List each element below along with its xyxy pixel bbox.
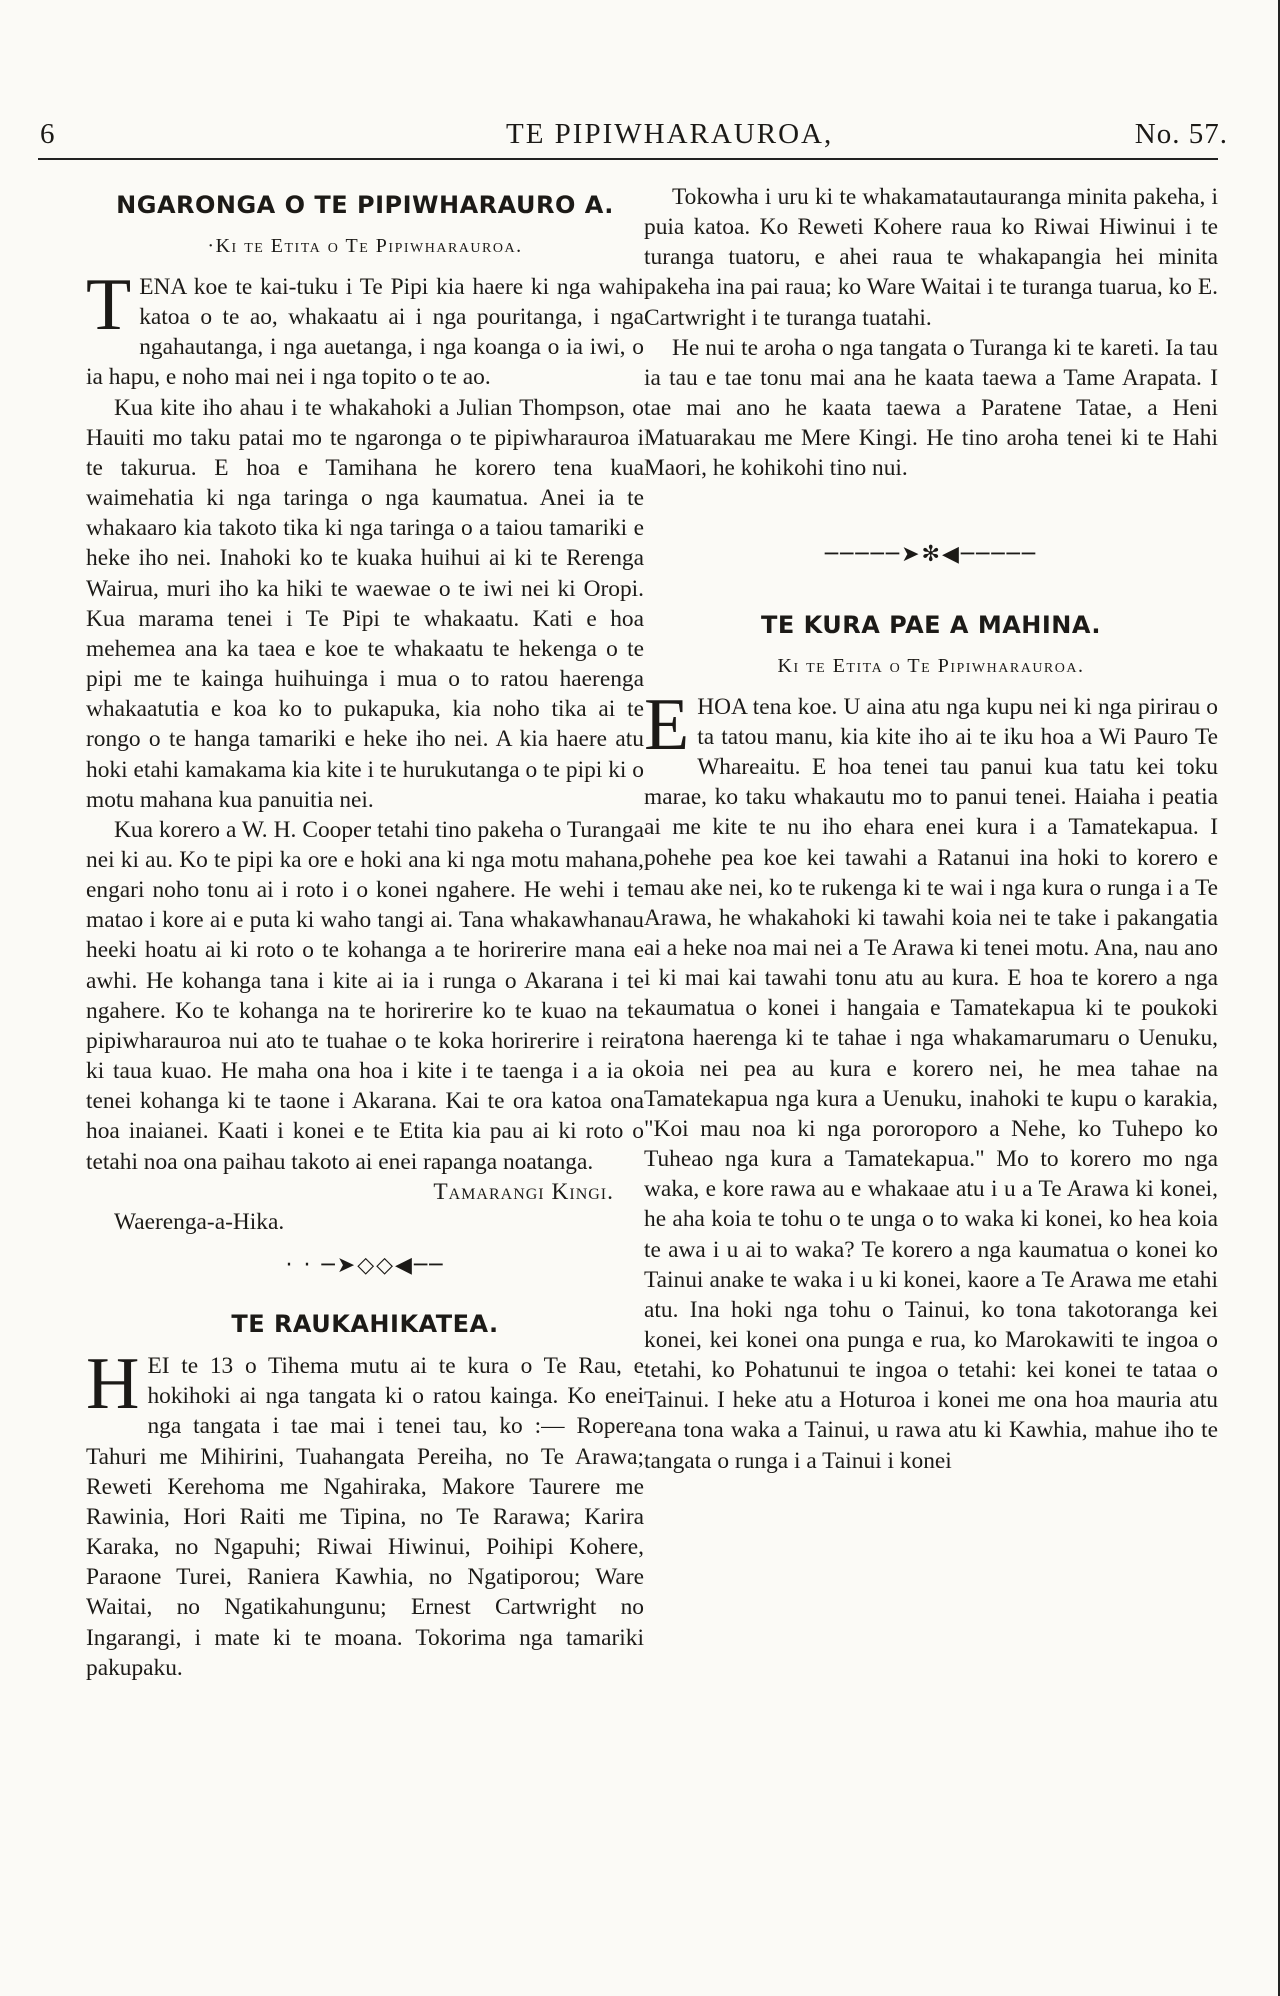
drop-cap: E [644,683,690,766]
paragraph: Tokowha i uru ki te whakamatautauranga minita pakeha, i puia katoa. Ko Reweti Kohere raua ko Riwai Hiwinui i te turanga tuatoru, e ahei raua te whakapangia hei minita pakeha ina pai raua; ko Ware Waitai i te turanga tuarua, ko E. Cartwright i te turanga tuatahi. [644,184,1218,331]
article-subheading-ngaronga: ·Ki te Etita o Te Pipiwharauroa. [207,235,523,257]
drop-cap: H [86,1343,140,1426]
article-heading-ngaronga: NGARONGA O TE PIPIWHARAURO A. [116,191,614,219]
ornament-divider: · · ─➤◇◇◀── [285,1253,445,1278]
article-heading-raukahikatea: TE RAUKAHIKATEA. [231,1310,499,1339]
left-column [86,182,644,1683]
paragraph: He nui te aroha o nga tangata o Turanga ki te kareti. Ia tau ia tau e tae tonu mai ana he kaata taewa a Tame Arapata. I tae mai ano he kaata taewa a Paratene Tatae, a Heni Matuarakau me Mere Kingi. He tino aroha tenei ki te Hahi Maori, he kohikohi tino nui. [644,334,1218,482]
article-subheading-kura-pae: Ki te Etita o Te Pipiwharauroa. [777,654,1085,677]
paragraph: Kua kite iho ahau i te whakahoki a Julian Thompson, o Hauiti mo taku patai mo te ngaronga o te pipiwharauroa i te takurua. E hoa e Tamihana he korero tena kua waimehatia ki nga taringa o nga kaumatua. Anei ia te whakaaro kia takoto tika ki nga taringa o a taiou tamariki e heke iho nei. Inahoki ko te kuaka huihui ai ki te Rerenga Wairua, muri iho ka hiki te waewae o te iwi nei ki Oropi. Kua marama tenei i Te Pipi te whakaatu. Kati e hoa mehemea ana ka taea e koe te whakaatu te hekenga o te pipi me te kainga huihuinga i mua o to ratou haerenga whakaatutia e koa ko to pukapuka, kia noho tika ai te rongo o te hanga tamariki e heke iho nei. A kia haere atu hoki etahi kamakama kia kite i te hurukutanga o te pipi ki o motu mahana kua panuitia nei. [86,394,644,813]
paragraph: TENA koe te kai-tuku i Te Pipi kia haere ki nga wahi katoa o te ao, whakaatu ai i nga pouritanga, i nga ngahautanga, i nga auetanga, i nga koanga o ia iwi, o ia hapu, e noho mai nei i nga topito o te ao. [86,264,644,391]
right-column [644,182,1218,1476]
issue-number: No. 57. [1134,118,1228,150]
drop-cap: T [86,264,132,346]
place-line: Waerenga-a-Hika. [114,1208,285,1235]
running-header [40,118,1238,160]
signature: Tamarangi Kingi. [433,1178,614,1205]
newspaper-title: TE PIPIWHARAUROA, [506,118,834,150]
ornament-divider: ─────➤✻◀───── [824,541,1038,567]
header-rule [38,158,1218,160]
paragraph: HEI te 13 o Tihema mutu ai te kura o Te Rau, e hokihoki ai nga tangata ki o ratou kainga. Ko enei nga tangata i tae mai i tenei tau, ko :— Ropere Tahuri me Mihirini, Tuahangata Pereiha, no Te Arawa; Reweti Kerehoma me Ngahiraka, Makore Taurere me Rawinia, Hori Raiti me Tipina, no Te Rarawa; Karira Karaka, no Ngapuhi; Riwai Hiwinui, Poihipi Kohere, Paraone Turei, Raniera Kawhia, no Ngatiporou; Ware Waitai, no Ngatikahungunu; Ernest Cartwright no Ingarangi, i mate ki te moana. Tokorima nga tamariki pakupaku. [86,1343,644,1681]
paragraph: Kua korero a W. H. Cooper tetahi tino pakeha o Turanga nei ki au. Ko te pipi ka ore e hoki ana ki nga motu mahana, engari noho tonu ai i roto i o konei ngahere. He wehi i te matao i kore ai e puta ki waho tangi ai. Tana whakawhanau heeki hoatu ai ki roto o te kohanga a te horirerire mana e awhi. He kohanga tana i kite ai ia i runga o Akarana i te ngahere. Ko te kohanga na te horirerire ko te kuao na te pipiwharauroa nui ato te tuahae o te koka horirerire i reira ki taua kuao. He maha ona hoa i kite i te taenga i a ia o tenei kohanga ki te taone i Akarana. Kai te ora katoa ona hoa inaianei. Kaati i konei e te Etita kia pau ai ki roto o tetahi noa ona paihau takoto ai enei rapanga noatanga. [86,816,644,1175]
page-number: 6 [40,118,56,150]
paragraph: EHOA tena koe. U aina atu nga kupu nei ki nga pirirau o ta tatou manu, kia kite iho ai te iku hoa a Wi Pauro Te Whareaitu. E hoa tenei tau panui kua tatu kei toku marae, ko taku whakautu mo to panui tenei. Haiaha i peatia ai me kite te nu iho ehara enei kura i a Tamatekapua. I pohehe pea koe kei tawahi a Ratanui ina hoki to korero e mau ake nei, ko te rukenga ki te wai i nga kura o runga i a Te Arawa, he whakahoki ki tawahi koia nei te take i pakangatia ai a heke noa mai nei a Te Arawa ki tenei motu. Ana, nau ano i ki mai kai tawahi tonu atu au kura. E hoa te korero a nga kaumatua o konei i hangaia e Tamatekapua ki te poukoki tona haerenga ki te tahae i nga whakamarumaru o Uenuku, koia nei pea au kura e korero nei, he mea tahae na Tamatekapua nga kura a Uenuku, inahoki te kupu o karakia, "Koi mau noa ki nga pororoporo a Nehe, ko Tuhepo ko Tuheao nga kura a Tamatekapua." Mo to korero mo nga waka, e kore rawa au e whakaae atu i u a Te Arawa ki konei, he aha koia te tohu o te unga o to waka ki konei, ko hea koia te awa i u ai to waka? Te korero a nga kaumatua o konei ko Tainui anake te waka i u ki konei, kaore a Te Arawa me etahi atu. Ina hoki nga tohu o Tainui, ko tona takotoranga kei konei, kei konei ona punga e rua, ko Marokawiti te ingoa o tetahi, ko Pohatunui te ingoa o tetahi: kei konei te tataa o Tainui. I heke atu a Hoturoa i konei me ona hoa mauria atu ana tona waka a Tainui, u rawa atu ki Kawhia, mahue iho te tangata o runga i a Tainui i konei [644,683,1218,1474]
article-heading-kura-pae: TE KURA PAE A MAHINA. [760,610,1102,639]
